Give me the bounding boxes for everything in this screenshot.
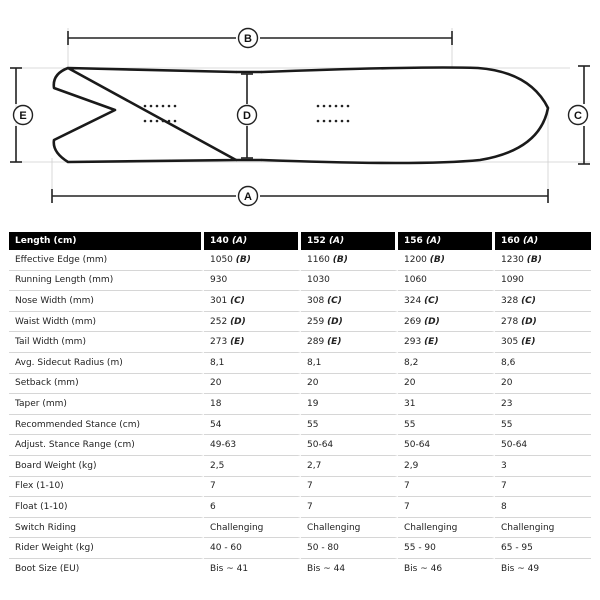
cell-value: 7 xyxy=(210,481,216,492)
cell-value: 1030 xyxy=(307,275,330,286)
cell-value: 301 xyxy=(210,295,228,306)
dimension-d-marker xyxy=(238,106,257,125)
cell-value: 8,6 xyxy=(501,357,516,368)
value-cell xyxy=(398,559,495,579)
cell-value: 40 - 60 xyxy=(210,543,242,554)
spec-table-header xyxy=(9,232,591,250)
value-cell xyxy=(301,271,398,292)
cell-value: Challenging xyxy=(404,522,458,533)
cell-value: 54 xyxy=(210,419,222,430)
cell-value: 305 xyxy=(501,337,519,348)
header-ref: (A) xyxy=(425,236,442,246)
cell-value: 252 xyxy=(210,316,228,327)
cell-value: 1230 xyxy=(501,254,524,265)
cell-value: 7 xyxy=(307,501,313,512)
cell-value: 269 xyxy=(404,316,422,327)
cell-ref: (C) xyxy=(230,295,245,306)
header-length xyxy=(9,232,204,250)
row-label: Float (1-10) xyxy=(9,497,204,518)
row-label: Rider Weight (kg) xyxy=(9,538,204,559)
dimension-a-marker xyxy=(239,187,258,206)
row-label: Tail Width (mm) xyxy=(9,332,204,353)
value-cell xyxy=(495,497,591,518)
value-cell xyxy=(301,374,398,395)
value-cell xyxy=(204,271,301,292)
cell-ref: (B) xyxy=(429,254,445,265)
value-cell xyxy=(495,394,591,415)
row-label: Effective Edge (mm) xyxy=(9,250,204,271)
table-row xyxy=(9,497,591,518)
dimension-a-label: A xyxy=(244,191,252,203)
value-cell xyxy=(398,497,495,518)
cell-value: 55 - 90 xyxy=(404,543,436,554)
value-cell xyxy=(204,332,301,353)
cell-value: Bis ~ 41 xyxy=(210,563,249,574)
row-label: Adjust. Stance Range (cm) xyxy=(9,435,204,456)
value-cell xyxy=(398,374,495,395)
table-row xyxy=(9,271,591,292)
cell-value: 3 xyxy=(501,460,507,471)
cell-value: 49-63 xyxy=(210,440,237,451)
cell-ref: (E) xyxy=(327,337,342,348)
value-cell xyxy=(204,312,301,333)
cell-value: 1060 xyxy=(404,275,427,286)
value-cell xyxy=(301,250,398,271)
cell-value: 8 xyxy=(501,501,507,512)
cell-value: 31 xyxy=(404,398,416,409)
cell-value: 20 xyxy=(307,378,319,389)
cell-value: 2,5 xyxy=(210,460,225,471)
header-size-152 xyxy=(301,232,398,250)
cell-value: 273 xyxy=(210,337,228,348)
value-cell xyxy=(398,353,495,374)
header-label: 140 xyxy=(210,236,229,246)
value-cell xyxy=(301,291,398,312)
value-cell xyxy=(204,374,301,395)
cell-ref: (B) xyxy=(332,254,348,265)
value-cell xyxy=(495,435,591,456)
cell-value: 7 xyxy=(404,501,410,512)
row-label: Setback (mm) xyxy=(9,374,204,395)
table-row xyxy=(9,456,591,477)
row-label: Waist Width (mm) xyxy=(9,312,204,333)
row-label: Flex (1-10) xyxy=(9,477,204,498)
value-cell xyxy=(204,497,301,518)
cell-value: 8,1 xyxy=(210,357,225,368)
cell-ref: (D) xyxy=(327,316,343,327)
table-row xyxy=(9,291,591,312)
front-inserts xyxy=(317,105,350,123)
cell-ref: (D) xyxy=(230,316,246,327)
value-cell xyxy=(204,456,301,477)
value-cell xyxy=(495,518,591,539)
table-row xyxy=(9,394,591,415)
value-cell xyxy=(301,312,398,333)
value-cell xyxy=(495,271,591,292)
cell-value: 18 xyxy=(210,398,222,409)
value-cell xyxy=(204,353,301,374)
header-ref: (A) xyxy=(522,236,539,246)
cell-ref: (C) xyxy=(424,295,439,306)
value-cell xyxy=(398,291,495,312)
value-cell xyxy=(398,456,495,477)
value-cell xyxy=(495,353,591,374)
cell-ref: (D) xyxy=(424,316,440,327)
header-label: Length (cm) xyxy=(15,236,77,246)
value-cell xyxy=(204,559,301,579)
value-cell xyxy=(495,332,591,353)
value-cell xyxy=(301,538,398,559)
value-cell xyxy=(204,415,301,436)
value-cell xyxy=(204,291,301,312)
table-row xyxy=(9,250,591,271)
cell-value: 8,1 xyxy=(307,357,322,368)
value-cell xyxy=(398,250,495,271)
table-row xyxy=(9,415,591,436)
dimension-e-marker xyxy=(14,106,33,125)
row-label: Nose Width (mm) xyxy=(9,291,204,312)
value-cell xyxy=(495,312,591,333)
cell-value: Challenging xyxy=(210,522,264,533)
row-label: Boot Size (EU) xyxy=(9,559,204,579)
header-size-140 xyxy=(204,232,301,250)
value-cell xyxy=(204,538,301,559)
table-row xyxy=(9,332,591,353)
cell-ref: (B) xyxy=(526,254,542,265)
value-cell xyxy=(301,415,398,436)
cell-value: 1090 xyxy=(501,275,524,286)
header-label: 156 xyxy=(404,236,423,246)
cell-ref: (E) xyxy=(521,337,536,348)
cell-value: 7 xyxy=(307,481,313,492)
cell-value: Bis ~ 46 xyxy=(404,563,443,574)
value-cell xyxy=(495,538,591,559)
board-diagram-svg xyxy=(0,0,600,222)
value-cell xyxy=(301,518,398,539)
cell-value: 2,9 xyxy=(404,460,419,471)
header-ref: (A) xyxy=(328,236,345,246)
cell-value: Challenging xyxy=(501,522,555,533)
table-row xyxy=(9,559,591,579)
cell-value: 324 xyxy=(404,295,422,306)
cell-value: 50 - 80 xyxy=(307,543,339,554)
value-cell xyxy=(398,518,495,539)
value-cell xyxy=(204,518,301,539)
cell-value: 1050 xyxy=(210,254,233,265)
value-cell xyxy=(204,435,301,456)
table-row xyxy=(9,312,591,333)
cell-ref: (B) xyxy=(235,254,251,265)
value-cell xyxy=(495,559,591,579)
cell-value: 65 - 95 xyxy=(501,543,533,554)
dimension-c-marker xyxy=(569,106,588,125)
table-row xyxy=(9,538,591,559)
row-label: Taper (mm) xyxy=(9,394,204,415)
value-cell xyxy=(301,477,398,498)
spec-table xyxy=(9,232,591,579)
cell-value: 55 xyxy=(501,419,513,430)
cell-value: 289 xyxy=(307,337,325,348)
dimension-b-line xyxy=(68,31,452,45)
dimension-c-label: C xyxy=(574,110,582,122)
value-cell xyxy=(495,374,591,395)
cell-value: 50-64 xyxy=(307,440,334,451)
cell-value: 23 xyxy=(501,398,513,409)
header-ref: (A) xyxy=(231,236,248,246)
value-cell xyxy=(301,394,398,415)
board-outline xyxy=(54,68,548,164)
value-cell xyxy=(204,394,301,415)
table-row xyxy=(9,353,591,374)
cell-ref: (C) xyxy=(521,295,536,306)
cell-value: 328 xyxy=(501,295,519,306)
value-cell xyxy=(398,477,495,498)
cell-ref: (D) xyxy=(521,316,537,327)
table-row xyxy=(9,518,591,539)
value-cell xyxy=(398,332,495,353)
row-label: Switch Riding xyxy=(9,518,204,539)
cell-ref: (E) xyxy=(424,337,439,348)
dimension-b-label: B xyxy=(244,33,252,45)
table-row xyxy=(9,435,591,456)
cell-value: 930 xyxy=(210,275,228,286)
header-size-160 xyxy=(495,232,591,250)
header-size-156 xyxy=(398,232,495,250)
value-cell xyxy=(301,456,398,477)
cell-value: 7 xyxy=(501,481,507,492)
row-label: Board Weight (kg) xyxy=(9,456,204,477)
value-cell xyxy=(495,456,591,477)
cell-value: 308 xyxy=(307,295,325,306)
spec-table-body xyxy=(9,250,591,579)
cell-value: 50-64 xyxy=(404,440,431,451)
header-label: 160 xyxy=(501,236,520,246)
dimension-a-line xyxy=(52,189,548,203)
value-cell xyxy=(398,538,495,559)
value-cell xyxy=(398,435,495,456)
row-label: Avg. Sidecut Radius (m) xyxy=(9,353,204,374)
value-cell xyxy=(398,312,495,333)
cell-value: 20 xyxy=(501,378,513,389)
row-label: Recommended Stance (cm) xyxy=(9,415,204,436)
value-cell xyxy=(495,291,591,312)
cell-value: Bis ~ 49 xyxy=(501,563,540,574)
value-cell xyxy=(301,497,398,518)
cell-value: 1200 xyxy=(404,254,427,265)
cell-value: 259 xyxy=(307,316,325,327)
cell-value: 1160 xyxy=(307,254,330,265)
value-cell xyxy=(204,250,301,271)
cell-value: Challenging xyxy=(307,522,361,533)
cell-value: 50-64 xyxy=(501,440,528,451)
cell-value: 8,2 xyxy=(404,357,419,368)
value-cell xyxy=(301,559,398,579)
row-label: Running Length (mm) xyxy=(9,271,204,292)
value-cell xyxy=(495,477,591,498)
cell-value: 278 xyxy=(501,316,519,327)
guide-lines xyxy=(16,28,590,200)
cell-value: 55 xyxy=(404,419,416,430)
cell-value: 20 xyxy=(404,378,416,389)
value-cell xyxy=(301,435,398,456)
cell-value: 293 xyxy=(404,337,422,348)
value-cell xyxy=(204,477,301,498)
table-row xyxy=(9,477,591,498)
cell-value: 20 xyxy=(210,378,222,389)
value-cell xyxy=(398,271,495,292)
dimension-b-marker xyxy=(239,29,258,48)
cell-ref: (E) xyxy=(230,337,245,348)
value-cell xyxy=(495,250,591,271)
value-cell xyxy=(301,332,398,353)
cell-value: Bis ~ 44 xyxy=(307,563,346,574)
cell-value: 6 xyxy=(210,501,216,512)
cell-ref: (C) xyxy=(327,295,342,306)
value-cell xyxy=(398,415,495,436)
value-cell xyxy=(398,394,495,415)
cell-value: 55 xyxy=(307,419,319,430)
dimension-e-label: E xyxy=(19,110,27,122)
table-row xyxy=(9,374,591,395)
value-cell xyxy=(495,415,591,436)
board-diagram xyxy=(0,0,600,222)
header-label: 152 xyxy=(307,236,326,246)
dimension-d-label: D xyxy=(243,110,251,122)
cell-value: 19 xyxy=(307,398,319,409)
cell-value: 2,7 xyxy=(307,460,322,471)
value-cell xyxy=(301,353,398,374)
cell-value: 7 xyxy=(404,481,410,492)
